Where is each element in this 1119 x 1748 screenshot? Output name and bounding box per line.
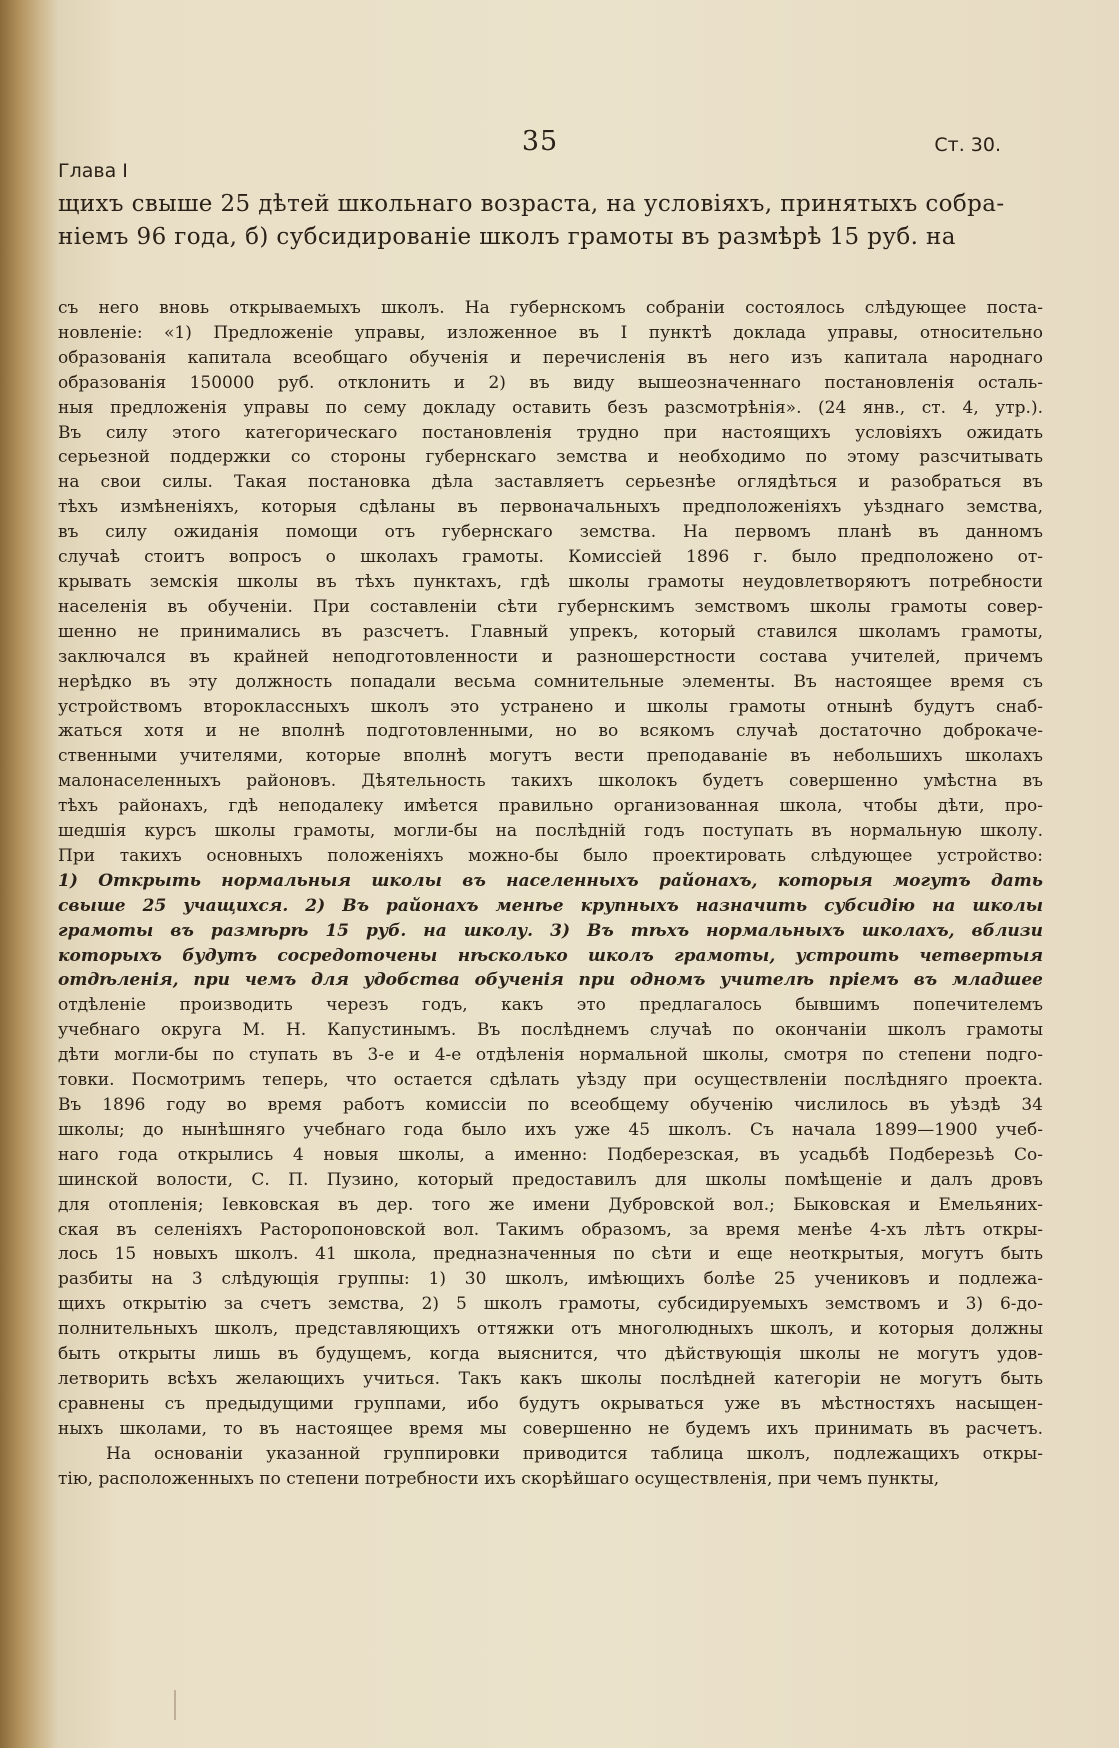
body-line: въ силу ожиданія помощи отъ губернскаго земства. На первомъ планѣ въ данномъ xyxy=(58,522,1043,543)
body-line: наго года открылись 4 новыя школы, а именно: Подберезская, въ усадьбѣ Подберезьѣ Со- xyxy=(58,1144,1043,1165)
body-line: При такихъ основныхъ положеніяхъ можно-бы было проектировать слѣдующее устройство: xyxy=(58,845,1043,866)
body-line: серьезной поддержки со стороны губернскаго земства и необходимо по этому разсчитывать xyxy=(58,447,1043,468)
body-text xyxy=(58,296,1043,1492)
body-line: случаѣ стоитъ вопросъ о школахъ грамоты. Комиссіей 1896 г. было предположено от- xyxy=(58,547,1043,568)
body-line: которыхъ будутъ сосредоточены нѣсколько школъ грамоты, устроить четвертыя xyxy=(58,945,1043,966)
body-line: заключался въ крайней неподготовленности и разношерстности состава учителей, причемъ xyxy=(58,646,1043,667)
body-line: населенія въ обученіи. При составленіи сѣти губернскимъ земствомъ школы грамоты совер- xyxy=(58,596,1043,617)
body-line: шедшія курсъ школы грамоты, могли-бы на послѣдній годъ поступать въ нормальную школу. xyxy=(58,821,1043,842)
body-line: нерѣдко въ эту должность попадали весьма сомнительные элементы. Въ настоящее время съ xyxy=(58,671,1043,692)
body-line: ская въ селеніяхъ Расторопоновской вол. Такимъ образомъ, за время менѣе 4-хъ лѣтъ откры- xyxy=(58,1219,1043,1240)
body-line: школы; до нынѣшняго учебнаго года было ихъ уже 45 школъ. Съ начала 1899—1900 учеб- xyxy=(58,1119,1043,1140)
body-line: на свои силы. Такая постановка дѣла заставляетъ серьезнѣе оглядѣться и разобраться въ xyxy=(58,472,1043,493)
body-line: свыше 25 учащихся. 2) Въ районахъ менѣе крупныхъ назначить субсидію на школы xyxy=(58,895,1043,916)
body-line: крывать земскія школы въ тѣхъ пунктахъ, гдѣ школы грамоты неудовлетворяютъ потребности xyxy=(58,571,1043,592)
body-line: образованія капитала всеобщаго обученія и перечисленія въ него изъ капитала народнаго xyxy=(58,347,1043,368)
body-line: разбиты на 3 слѣдующія группы: 1) 30 школъ, имѣющихъ болѣе 25 учениковъ и подлежа- xyxy=(58,1269,1043,1290)
book-binding-edge xyxy=(0,0,58,1748)
body-line: учебнаго округа М. Н. Капустинымъ. Въ послѣднемъ случаѣ по окончаніи школъ грамоты xyxy=(58,1020,1043,1041)
page-number: 35 xyxy=(521,126,559,157)
article-label: Ст. 30. xyxy=(934,134,1001,156)
body-line: товки. Посмотримъ теперь, что остается сдѣлать уѣзду при осуществленіи послѣдняго проекта. xyxy=(58,1070,1043,1091)
body-line: Въ силу этого категорическаго постановленія трудно при настоящихъ условіяхъ ожидать xyxy=(58,422,1043,443)
body-line: для отопленія; Іевковская въ дер. того же имени Дубровской вол.; Быковская и Емельяних- xyxy=(58,1194,1043,1215)
body-line: лось 15 новыхъ школъ. 41 школа, предназначенныя по сѣти и еще неоткрытыя, могутъ быть xyxy=(58,1244,1043,1265)
lead-line: ніемъ 96 года, б) субсидированіе школъ грамоты въ размѣрѣ 15 руб. на xyxy=(58,224,956,250)
body-line: На основаніи указанной группировки приводится таблица школъ, подлежащихъ откры- xyxy=(106,1443,1043,1464)
body-line: ныя предложенія управы по сему докладу оставить безъ разсмотрѣнія». (24 янв., ст. 4, утр.). xyxy=(58,397,1043,418)
body-line: сравнены съ предыдущими группами, ибо будутъ окрываться уже въ мѣстностяхъ насыщен- xyxy=(58,1393,1043,1414)
body-line: малонаселенныхъ районовъ. Дѣятельность такихъ школокъ будетъ совершенно умѣстна въ xyxy=(58,771,1043,792)
body-line: ныхъ школами, то въ настоящее время мы совершенно не будемъ ихъ принимать въ расчетъ. xyxy=(58,1418,1043,1439)
body-line: полнительныхъ школъ, представляющихъ оттяжки отъ многолюдныхъ школъ, и которыя должны xyxy=(58,1319,1043,1340)
body-line: образованія 150000 руб. отклонить и 2) въ виду вышеозначеннаго постановленія осталь- xyxy=(58,372,1043,393)
body-line: быть открыты лишь въ будущемъ, когда выяснится, что дѣйствующія школы не могутъ удов- xyxy=(58,1344,1043,1365)
body-line: тѣхъ измѣненіяхъ, которыя сдѣланы въ первоначальныхъ предположеніяхъ уѣзднаго земства, xyxy=(58,497,1043,518)
body-line: отдѣленія, при чемъ для удобства обученія при одномъ учителѣ пріемъ въ младшее xyxy=(58,970,1043,991)
body-line: Въ 1896 году во время работъ комиссіи по всеобщему обученію числилось въ уѣздѣ 34 xyxy=(58,1095,1043,1115)
body-line: 1) Открыть нормальныя школы въ населенныхъ районахъ, которыя могутъ дать xyxy=(58,870,1043,891)
lead-line: щихъ свыше 25 дѣтей школьнаго возраста, на условіяхъ, принятыхъ собра- xyxy=(58,191,1005,217)
body-line: съ него вновь открываемыхъ школъ. На губернскомъ собраніи состоялось слѣдующее поста- xyxy=(58,298,1043,318)
body-line: шенно не принимались въ разсчетъ. Главный упрекъ, который ставился школамъ грамоты, xyxy=(58,621,1043,642)
chapter-label: Глава I xyxy=(58,160,128,182)
body-line: дѣти могли-бы по ступать въ 3-е и 4-е отдѣленія нормальной школы, смотря по степени подго- xyxy=(58,1045,1043,1066)
body-line: устройствомъ второклассныхъ школъ это устранено и школы грамоты отнынѣ будутъ снаб- xyxy=(58,696,1043,717)
lead-paragraph xyxy=(58,188,1018,254)
body-line: летворить всѣхъ желающихъ учиться. Такъ какъ школы послѣдней категоріи не могутъ быть xyxy=(58,1368,1043,1389)
body-line: жаться хотя и не вполнѣ подготовленными, но во всякомъ случаѣ достаточно доброкаче- xyxy=(58,721,1043,742)
body-line: тію, расположенныхъ по степени потребности ихъ скорѣйшаго осуществленія, при чемъ пункты, xyxy=(58,1468,940,1489)
page-mark xyxy=(174,1690,176,1720)
body-line: новленіе: «1) Предложеніе управы, изложенное въ I пунктѣ доклада управы, относительно xyxy=(58,322,1043,343)
body-line: грамоты въ размѣрѣ 15 руб. на школу. 3) Въ тѣхъ нормальныхъ школахъ, вблизи xyxy=(58,920,1043,941)
body-line: щихъ открытію за счетъ земства, 2) 5 школъ грамоты, субсидируемыхъ земствомъ и 3) 6-до- xyxy=(58,1294,1043,1315)
body-line: тѣхъ районахъ, гдѣ неподалеку имѣется правильно организованная школа, чтобы дѣти, про- xyxy=(58,796,1043,817)
body-line: шинской волости, С. П. Пузино, который предоставилъ для школы помѣщеніе и далъ дровъ xyxy=(58,1169,1043,1190)
body-line: ственными учителями, которые вполнѣ могутъ вести преподаваніе въ небольшихъ школахъ xyxy=(58,746,1043,767)
body-line: отдѣленіе производить черезъ годъ, какъ это предлагалось бывшимъ попечителемъ xyxy=(58,995,1043,1016)
